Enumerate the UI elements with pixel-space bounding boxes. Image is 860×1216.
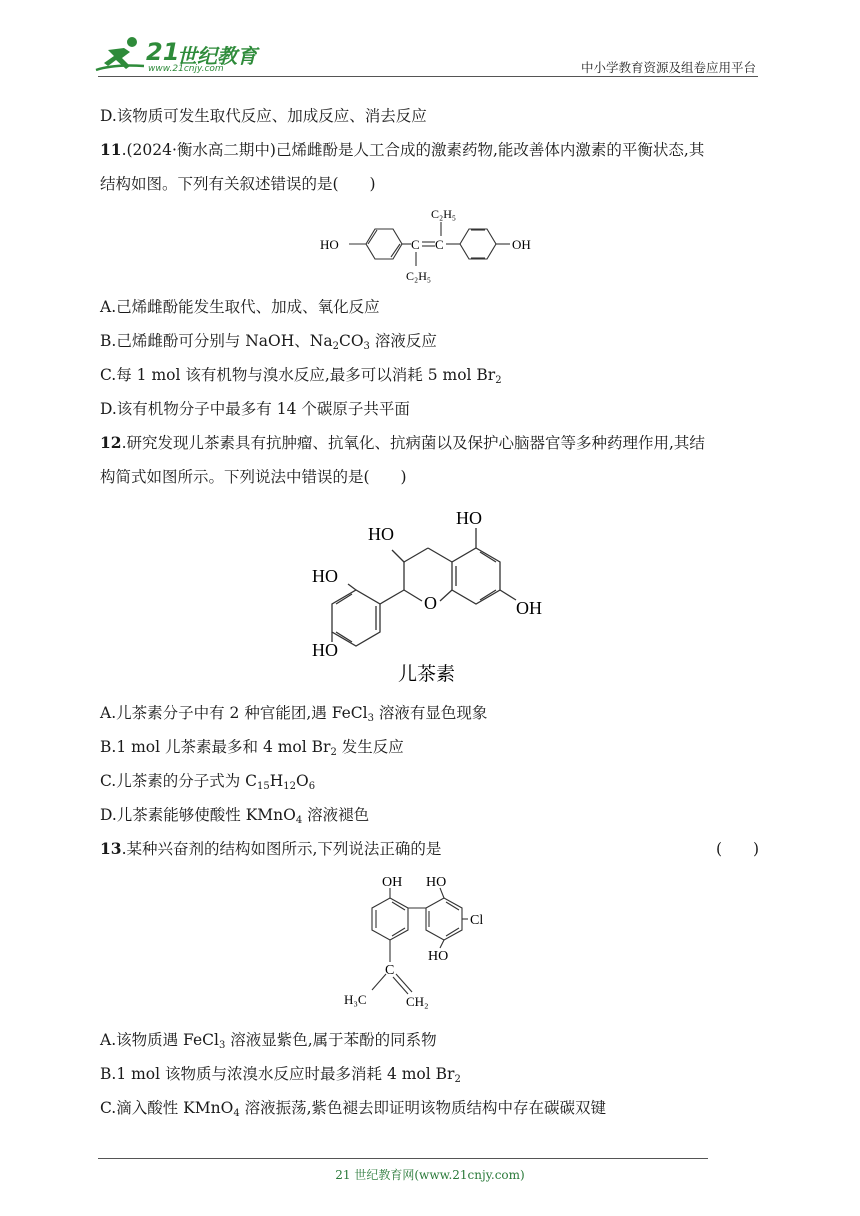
q12-option-b: B.1 mol 儿茶素最多和 4 mol $Br_2$ 发生反应: [100, 738, 404, 758]
q12-oh-b-upper: HO: [312, 566, 338, 586]
logo-runner-icon: [94, 36, 150, 74]
q12-stem-line2: 构简式如图所示。下列说法中错误的是( ): [100, 468, 407, 486]
q13-answer-paren: ( ): [716, 840, 760, 858]
logo-name: 世纪教育: [177, 44, 257, 68]
q12-option-d: D.儿茶素能够使酸性 KMnO$_4$ 溶液褪色: [100, 806, 370, 826]
logo-number: 21: [146, 38, 180, 66]
q12-option-c: C.儿茶素的分子式为 $C_{15}H_{12}O_6$: [100, 772, 316, 792]
q11-option-a: A.己烯雌酚能发生取代、加成、氧化反应: [100, 298, 380, 316]
prev-option-d: D.该物质可发生取代反应、加成反应、消去反应: [100, 107, 427, 125]
q11-structure: [318, 202, 548, 286]
q13-h3c: H₃C: [344, 992, 367, 1007]
q11-et-bottom: C₂H₅: [406, 269, 432, 283]
q11-ho: HO: [320, 237, 339, 252]
platform-name: 中小学教育资源及组卷应用平台: [580, 60, 756, 75]
q11-c-left: C: [411, 237, 420, 252]
q12-structure: [310, 500, 560, 690]
footer-text: 21 世纪教育网(www.21cnjy.com): [335, 1168, 525, 1182]
footer-rule: [98, 1158, 708, 1159]
q11-c-right: C: [435, 237, 444, 252]
q11-option-d: D.该有机物分子中最多有 14 个碳原子共平面: [100, 400, 410, 418]
q11-et-top: C₂H₅: [431, 207, 457, 221]
header-rule: [98, 76, 758, 77]
q13-ch2: CH₂: [406, 994, 429, 1009]
q12-caption: 儿茶素: [398, 664, 456, 685]
q13-ho-bottom: HO: [428, 949, 449, 964]
q12-o-ring: O: [424, 593, 437, 613]
q11-number: 11: [100, 140, 122, 159]
q13-oh-left: OH: [382, 875, 403, 890]
q12-stem-line1: 12.研究发现儿茶素具有抗肿瘤、抗氧化、抗病菌以及保护心脑器官等多种药理作用,其结: [100, 433, 705, 452]
q11-option-c: C.每 1 mol 该有机物与溴水反应,最多可以消耗 5 mol $Br_2$: [100, 366, 502, 386]
q13-option-c: C.滴入酸性 KMnO$_4$ 溶液振荡,紫色褪去即证明该物质结构中存在碳碳双键: [100, 1099, 607, 1119]
q13-structure: [340, 870, 530, 1014]
q12-option-a: A.儿茶素分子中有 2 种官能团,遇 FeCl$_3$ 溶液有显色现象: [100, 704, 488, 724]
q13-cl: Cl: [470, 913, 484, 928]
logo-url: www.21cnjy.com: [148, 64, 224, 74]
q12-number: 12: [100, 433, 122, 452]
q11-stem-line2: 结构如图。下列有关叙述错误的是( ): [100, 175, 376, 193]
q13-ho-top: HO: [426, 875, 447, 890]
q13-c-center: C: [385, 963, 395, 978]
q11-stem-line1: [100, 140, 704, 160]
q13-option-a: A.该物质遇 FeCl$_3$ 溶液显紫色,属于苯酚的同系物: [100, 1031, 437, 1051]
q12-oh-top: HO: [456, 508, 482, 528]
q13-option-b: B.1 mol 该物质与浓溴水反应时最多消耗 4 mol $Br_2$: [100, 1065, 461, 1085]
q11-option-b: B.己烯雌酚可分别与 NaOH、$Na_2CO_3$ 溶液反应: [100, 332, 437, 352]
q11-oh: OH: [512, 237, 531, 252]
q11-stem-text1: .(2024·衡水高二期中)己烯雌酚是人工合成的激素药物,能改善体内激素的平衡状态,其: [121, 141, 705, 159]
q12-oh-b-lower: HO: [312, 640, 338, 660]
q12-oh-c3: HO: [368, 524, 394, 544]
q13-stem: 13.某种兴奋剂的结构如图所示,下列说法正确的是: [100, 839, 442, 858]
q12-oh-ring-a: OH: [516, 598, 542, 618]
q13-number: 13: [100, 839, 122, 858]
